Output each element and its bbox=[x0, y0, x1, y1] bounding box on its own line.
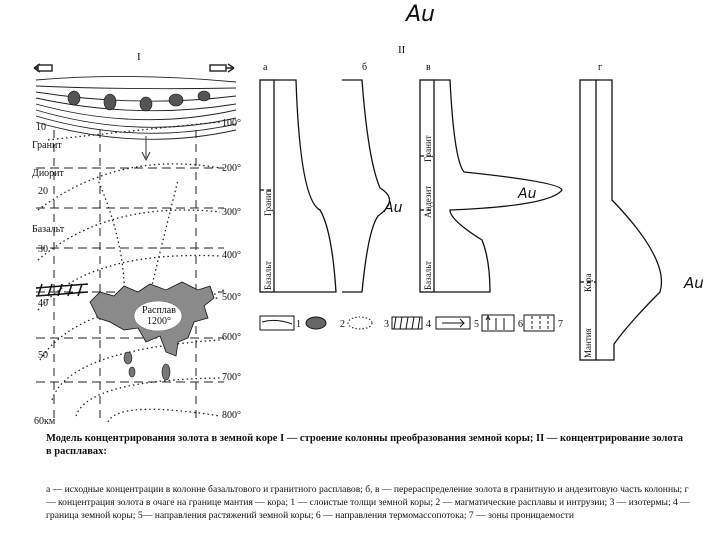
column-v-lower-label: Базальт bbox=[423, 261, 433, 290]
column-g-au: Au bbox=[684, 274, 704, 292]
crust-boundary bbox=[36, 284, 88, 296]
right-extension-arrow bbox=[210, 64, 234, 72]
legend-symbols bbox=[260, 315, 554, 331]
permeability-zones bbox=[54, 130, 196, 420]
legend-number-4: 4 bbox=[426, 319, 431, 330]
rock-label-granite: Гранит bbox=[32, 140, 62, 151]
column-a-lower-label: Базальт bbox=[263, 261, 273, 290]
rock-label-diorite: Диорит bbox=[32, 168, 64, 179]
column-b-letter: б bbox=[362, 62, 368, 73]
column-v-middle-label: Андезит bbox=[423, 185, 433, 218]
isotherm-label-100: 100° bbox=[222, 118, 241, 129]
column-v-upper-label: Гранит bbox=[423, 135, 433, 162]
legend-number-1: 1 bbox=[296, 319, 301, 330]
layered-crust bbox=[36, 76, 236, 139]
legend-number-3: 3 bbox=[384, 319, 389, 330]
legend-number-7: 7 bbox=[558, 319, 563, 330]
column-b-au: Au bbox=[384, 200, 403, 216]
column-v-letter: в bbox=[426, 62, 431, 73]
rock-label-basalt: Базальт bbox=[32, 224, 65, 235]
melt-droplets bbox=[124, 352, 170, 380]
isotherm-label-600: 600° bbox=[222, 332, 241, 343]
melt-columns-diagram bbox=[250, 60, 720, 370]
column-g-lower-label: Мантия bbox=[583, 328, 593, 358]
legend-number-6: 6 bbox=[518, 319, 523, 330]
depth-label-60: 60км bbox=[34, 416, 56, 427]
depth-label-30: 30 bbox=[38, 244, 48, 255]
isotherm-label-500: 500° bbox=[222, 292, 241, 303]
melt-temp: 1200° bbox=[147, 316, 171, 327]
column-g-upper-label: Кора bbox=[583, 273, 593, 292]
crust-column-diagram bbox=[28, 60, 250, 435]
isotherm-label-400: 400° bbox=[222, 250, 241, 261]
column-g-letter: г bbox=[598, 62, 603, 73]
depth-label-50: 50 bbox=[38, 350, 48, 361]
isotherm-label-700: 700° bbox=[222, 372, 241, 383]
column-v-au: Au bbox=[518, 186, 537, 202]
left-extension-arrow bbox=[34, 64, 52, 72]
isotherm-label-300: 300° bbox=[222, 207, 241, 218]
caption-body: а — исходные концентрации в колонне базальтового и гранитного расплавов; б, в — перераспределение золота в гранитную и андезитовую часть колонны; г — концентрация золота в очаге на границе мантия — кора; 1 — слоистые толщи земной коры; 2 — магматические расплавы и интрузии; 3 — изотермы; 4 — граница земной коры; 5— направления растяжений земной коры; 6 — направления термомассопотока; 7 — зоны проницаемости bbox=[46, 484, 690, 521]
column-v bbox=[420, 80, 562, 292]
depth-label-10: 10 bbox=[36, 122, 46, 133]
section-ii-label: II bbox=[398, 44, 406, 56]
top-au-mark: Au bbox=[406, 2, 435, 27]
isotherm-label-200: 200° bbox=[222, 163, 241, 174]
melt-label bbox=[140, 305, 178, 327]
column-g bbox=[580, 80, 661, 360]
column-a-letter: а bbox=[263, 62, 268, 73]
depth-label-40: 40 bbox=[38, 298, 48, 309]
depth-label-20: 20 bbox=[38, 186, 48, 197]
legend-number-5: 5 bbox=[474, 319, 479, 330]
section-i-label: I bbox=[137, 51, 141, 63]
column-a-upper-label: Гранит bbox=[263, 189, 273, 216]
caption-title: Модель концентрирования золота в земной коре I — строение колонны преобразования земной коры; II — концентрирование золота в расплавах: bbox=[46, 433, 684, 457]
column-b bbox=[342, 80, 390, 292]
legend-number-2: 2 bbox=[340, 319, 345, 330]
isotherm-label-800: 800° bbox=[222, 410, 241, 421]
melt-name: Расплав bbox=[142, 305, 176, 316]
